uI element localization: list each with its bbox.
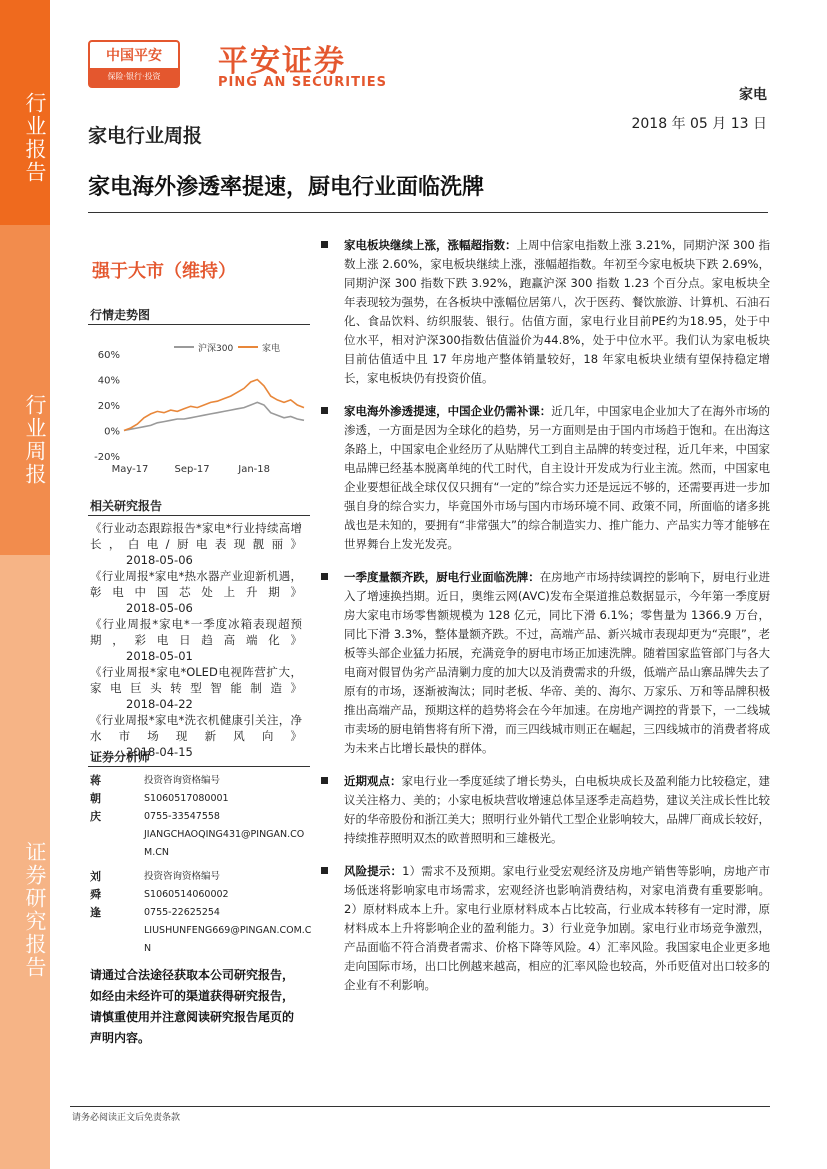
header-divider [88, 212, 768, 213]
bullet-text: 近几年，中国家电企业加大了在海外市场的渗透，一方面是因为全球化的趋势，另一方面则是由于国内市场趋于饱和。在出海这条路上，中国家电企业经历了从贴牌代工到自主品牌的转变过程，近几年来，中国家电品牌已经基本脱离单纯的代工时代，自主设计开发成为行业主流。然而，中国家电企业要想征战全球仅仅只拥有“一定的”综合实力还是远远不够的，还需要再进一步加强自身的综合实力，毕竟国外市场与国内市场环境不同、政策不同，所面临的诸多挑战也是未知的，要拥有“非常强大”的综合制造实力、推广能力、产品实力等才能够在世界舞台上发光发亮。 [344, 404, 770, 551]
rating-label: 强于大市（维持） [92, 261, 236, 282]
bullet-lead: 近期观点： [344, 774, 402, 788]
related-reports-list [90, 520, 302, 760]
bullet-square-icon [321, 867, 328, 874]
trend-divider [88, 324, 310, 325]
bullet-paragraph [318, 568, 770, 758]
x-tick-label: Sep-17 [174, 464, 210, 475]
y-tick-label: 20% [97, 401, 120, 412]
analyst-email[interactable]: JIANGCHAOQING431@PINGAN.COM.CN [144, 829, 305, 858]
analyst-id: S1060514060002 [144, 889, 229, 900]
report-title: 《行业周报*家电*热水器产业迎新机遇，彰电中国芯处上升期》 [90, 569, 302, 599]
list-item[interactable] [90, 664, 302, 712]
strip-industry-weekly: 行业周报 [0, 225, 50, 555]
trend-title: 行情走势图 [90, 308, 151, 322]
bullet-text: 1）需求不及预期。家电行业受宏观经济及房地产销售等影响，房地产市场低迷将影响家电市场需求，宏观经济也影响消费结构，对家电消费有重要影响。2）原材料成本上升。家电行业原材料成本占比较高，行业成本转移有一定时滞，原材料成本上升将影响企业的盈利能力。3）行业竞争加剧。家电行业市场竞争激烈，产品面临不符合消费者需求、价格下降等风险。4）汇率风险。我国家电企业更多地走向国际市场，出口比例越来越高，相应的汇率风险也较高，外币贬值对出口较多的企业有不利影响。 [344, 864, 770, 992]
brand-name-cn: 平安证券 [218, 44, 346, 79]
analyst-phone: 0755-22625254 [144, 907, 220, 918]
strip-securities-research: 证券研究报告 [0, 555, 50, 1169]
y-tick-label: -20% [94, 452, 120, 463]
analyst-divider [88, 766, 310, 767]
report-title: 《行业周报*家电*一季度冰箱表现超预期，彩电日趋高端化》 [90, 617, 302, 647]
analyst-role: 投资咨询资格编号 [144, 871, 221, 882]
bullet-text: 上周中信家电指数上涨 3.21%，同期沪深 300 指数上涨 2.60%，家电板块继续上涨，涨幅超指数。年初至今家电板块下跌 2.69%，同期沪深 300 指数下跌 3.92%，跑赢沪深 300 指数 1.23 个百分点。家电板块全年表现较为强势，在各板块中涨幅位居第八，次于医药、餐饮旅游、计算机、石油石化、食品饮料、纺织服装、银行。估值方面，家电行业目前PE约为18.95，处于中位水平，相对沪深300指数估值溢价为44.8%，处于中位水平。我们认为家电板块目前估值适中且 17 年房地产整体销量较好，18 年家电板块业绩有望保持稳定增长，家电板块仍有投资价值。 [344, 238, 771, 385]
report-date-item: 2018-05-01 [126, 649, 193, 663]
report-title: 《行业动态跟踪报告*家电*行业持续高增长，白电/厨电表现靓丽》 [90, 521, 302, 551]
main-content [318, 236, 770, 1009]
strip-industry-report: 行业报告 [0, 0, 50, 225]
report-date-item: 2018-05-06 [126, 601, 193, 615]
bullet-lead: 家电海外渗透提速，中国企业仍需补课： [344, 404, 552, 418]
analyst-phone: 0755-33547558 [144, 811, 220, 822]
footer-divider [70, 1106, 770, 1107]
series-line-appliance [124, 380, 304, 431]
analyst-info [144, 868, 312, 958]
report-date-item: 2018-04-15 [126, 745, 193, 759]
bullet-square-icon [321, 407, 328, 414]
analyst-title: 证券分析师 [90, 750, 151, 764]
report-date-item: 2018-05-06 [126, 553, 193, 567]
logo-top-text: 中国平安 [106, 48, 162, 64]
y-tick-label: 60% [97, 350, 120, 361]
x-tick-label: Jan-18 [238, 464, 271, 475]
pingan-logo [88, 40, 180, 88]
legend-label: 沪深300 [198, 344, 234, 354]
analyst-name: 蒋朝庆 [90, 774, 101, 823]
trend-chart [88, 330, 310, 480]
report-date: 2018 年 05 月 13 日 [631, 116, 767, 132]
footer-note: 请务必阅读正文后免责条款 [72, 1113, 181, 1123]
list-item[interactable] [90, 520, 302, 568]
analyst-name: 刘舜逢 [90, 870, 101, 919]
legend-label: 家电 [262, 344, 281, 354]
bullet-text: 在房地产市场持续调控的影响下，厨电行业进入了增速换挡期。近日，奥维云网(AVC)发布全渠道推总数据显示，今年第一季度厨房大家电市场零售额规模为 128 亿元，同比下滑 6.1%；零售量为 1366.9 万台，同比下滑 3.3%，整体量额齐跌。不过，高端产品、新兴城市表现却更为“亮眼”，老板等头部企业猛力拓展，充满竞争的厨电市场正加速洗牌。随着国家监管部门与各大电商对假冒伪劣产品清剿力度的加大以及消费需求的升级，低端产品山寨品牌失去了原有的市场，逐渐被淘汰；同时老板、华帝、美的、海尔、万家乐、万和等品牌积极推出高端产品，预期这样的趋势将会在今年加速。在房地产调控的背景下，一二线城市卖场的厨电销售将有所下滑，而三四线城市则正在崛起，三四线城市的消费者将成为未来占比增长最快的群体。 [344, 570, 770, 755]
x-tick-label: May-17 [111, 464, 149, 475]
bullet-square-icon [321, 573, 328, 580]
bullet-paragraph [318, 862, 770, 995]
analyst-info [144, 772, 312, 862]
sidebar-disclaimer: 请通过合法途径获取本公司研究报告，如经由未经许可的渠道获得研究报告，请慎重使用并注意阅读研究报告尾页的声明内容。 [90, 968, 295, 1045]
page-title: 家电海外渗透率提速，厨电行业面临洗牌 [88, 175, 485, 200]
logo-bottom-text: 保险·银行·投资 [90, 68, 178, 86]
bullet-square-icon [321, 777, 328, 784]
analyst-role: 投资咨询资格编号 [144, 775, 221, 786]
list-item[interactable] [90, 568, 302, 616]
series-line-hs300 [124, 402, 304, 430]
y-tick-label: 40% [97, 375, 120, 387]
bullet-paragraph [318, 236, 770, 388]
bullet-text: 家电行业一季度延续了增长势头，白电板块成长及盈利能力比较稳定，建议关注格力、美的；小家电板块营收增速总体呈逐季走高趋势，建议关注成长性比较好的华帝股份和浙江美大；照明行业外销代工型企业影响较大，品牌厂商成长较好，持续推荐照明双杰的欧普照明和三雄极光。 [344, 774, 771, 845]
related-divider [88, 515, 310, 516]
report-title: 《行业周报*家电*洗衣机健康引关注，净水市场现新风向》 [90, 713, 302, 743]
bullet-lead: 一季度量额齐跌，厨电行业面临洗牌： [344, 570, 540, 584]
bullet-lead: 风险提示： [344, 864, 403, 878]
report-date-item: 2018-04-22 [126, 697, 193, 711]
left-strip [0, 0, 50, 1169]
bullet-paragraph [318, 402, 770, 554]
list-item[interactable] [90, 616, 302, 664]
bullet-square-icon [321, 241, 328, 248]
analyst-email[interactable]: LIUSHUNFENG669@PINGAN.COM.CN [144, 925, 312, 954]
sector-label: 家电 [739, 87, 767, 103]
related-title: 相关研究报告 [90, 499, 163, 513]
brand-name-en: PING AN SECURITIES [218, 75, 388, 90]
report-title: 《行业周报*家电*OLED电视阵营扩大，家电巨头转型智能制造》 [90, 665, 302, 695]
bullet-paragraph [318, 772, 770, 848]
analyst-id: S1060517080001 [144, 793, 229, 804]
bullet-lead: 家电板块继续上涨，涨幅超指数： [344, 238, 517, 252]
report-type: 家电行业周报 [88, 125, 203, 147]
y-tick-label: 0% [104, 426, 120, 438]
